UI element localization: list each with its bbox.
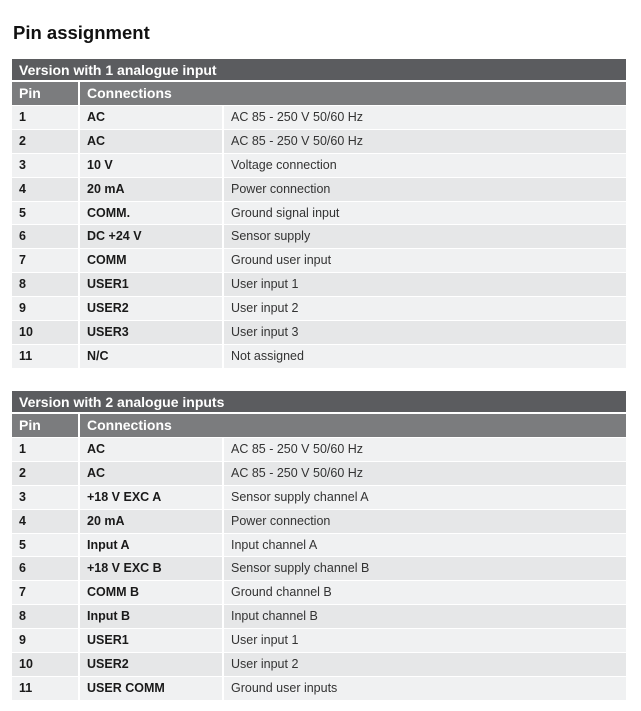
signal-cell: USER3	[80, 321, 222, 344]
description-cell: Not assigned	[224, 345, 626, 368]
description-cell: User input 3	[224, 321, 626, 344]
pin-cell: 9	[12, 297, 78, 320]
pin-cell: 4	[12, 178, 78, 201]
signal-cell: USER1	[80, 273, 222, 296]
pin-cell: 8	[12, 605, 78, 628]
description-cell: Input channel B	[224, 605, 626, 628]
signal-cell: N/C	[80, 345, 222, 368]
table-header-row	[12, 82, 626, 105]
signal-cell: +18 V EXC B	[80, 557, 222, 580]
description-cell: Power connection	[224, 510, 626, 533]
table-row	[12, 652, 626, 676]
pin-cell: 5	[12, 202, 78, 225]
table-row	[12, 628, 626, 652]
column-header-connections: Connections	[80, 82, 626, 105]
signal-cell: DC +24 V	[80, 225, 222, 248]
pin-cell: 4	[12, 510, 78, 533]
pin-cell: 11	[12, 345, 78, 368]
table-row	[12, 129, 626, 153]
pin-cell: 5	[12, 534, 78, 557]
description-cell: AC 85 - 250 V 50/60 Hz	[224, 106, 626, 129]
description-cell: AC 85 - 250 V 50/60 Hz	[224, 130, 626, 153]
signal-cell: USER2	[80, 653, 222, 676]
table-row	[12, 580, 626, 604]
description-cell: Ground channel B	[224, 581, 626, 604]
description-cell: User input 1	[224, 273, 626, 296]
signal-cell: +18 V EXC A	[80, 486, 222, 509]
table-row	[12, 153, 626, 177]
signal-cell: 20 mA	[80, 178, 222, 201]
table-caption: Version with 1 analogue input	[12, 59, 626, 82]
column-header-connections: Connections	[80, 414, 626, 437]
signal-cell: Input A	[80, 534, 222, 557]
pin-cell: 7	[12, 581, 78, 604]
description-cell: Sensor supply channel B	[224, 557, 626, 580]
description-cell: User input 2	[224, 653, 626, 676]
signal-cell: AC	[80, 438, 222, 461]
signal-cell: 20 mA	[80, 510, 222, 533]
table-row	[12, 177, 626, 201]
pin-cell: 7	[12, 249, 78, 272]
table-row	[12, 320, 626, 344]
signal-cell: USER1	[80, 629, 222, 652]
table-row	[12, 248, 626, 272]
pin-cell: 6	[12, 225, 78, 248]
description-cell: Ground user inputs	[224, 677, 626, 700]
pin-table-1-analogue-input	[12, 59, 626, 368]
signal-cell: AC	[80, 106, 222, 129]
signal-cell: 10 V	[80, 154, 222, 177]
table-row	[12, 556, 626, 580]
signal-cell: AC	[80, 130, 222, 153]
pin-table-2-analogue-inputs	[12, 391, 626, 700]
pin-cell: 2	[12, 462, 78, 485]
pin-cell: 3	[12, 486, 78, 509]
pin-cell: 6	[12, 557, 78, 580]
signal-cell: USER2	[80, 297, 222, 320]
pin-cell: 1	[12, 106, 78, 129]
pin-cell: 2	[12, 130, 78, 153]
column-header-pin: Pin	[12, 414, 78, 437]
description-cell: Sensor supply channel A	[224, 486, 626, 509]
pin-cell: 9	[12, 629, 78, 652]
pin-cell: 8	[12, 273, 78, 296]
description-cell: Sensor supply	[224, 225, 626, 248]
table-caption: Version with 2 analogue inputs	[12, 391, 626, 414]
table-row	[12, 344, 626, 368]
table-row	[12, 533, 626, 557]
table-header-row	[12, 414, 626, 437]
table-row	[12, 485, 626, 509]
page-title: Pin assignment	[13, 22, 150, 43]
signal-cell: AC	[80, 462, 222, 485]
table-row	[12, 461, 626, 485]
description-cell: Ground user input	[224, 249, 626, 272]
column-header-pin: Pin	[12, 82, 78, 105]
signal-cell: Input B	[80, 605, 222, 628]
description-cell: Ground signal input	[224, 202, 626, 225]
description-cell: Voltage connection	[224, 154, 626, 177]
pin-cell: 3	[12, 154, 78, 177]
table-row	[12, 105, 626, 129]
signal-cell: COMM B	[80, 581, 222, 604]
pin-cell: 1	[12, 438, 78, 461]
table-row	[12, 604, 626, 628]
pin-cell: 10	[12, 321, 78, 344]
description-cell: Power connection	[224, 178, 626, 201]
table-row	[12, 509, 626, 533]
table-row	[12, 296, 626, 320]
signal-cell: USER COMM	[80, 677, 222, 700]
table-body	[12, 437, 626, 700]
table-row	[12, 272, 626, 296]
description-cell: User input 1	[224, 629, 626, 652]
pin-cell: 11	[12, 677, 78, 700]
signal-cell: COMM.	[80, 202, 222, 225]
table-row	[12, 676, 626, 700]
description-cell: Input channel A	[224, 534, 626, 557]
description-cell: AC 85 - 250 V 50/60 Hz	[224, 438, 626, 461]
signal-cell: COMM	[80, 249, 222, 272]
table-row	[12, 437, 626, 461]
description-cell: User input 2	[224, 297, 626, 320]
description-cell: AC 85 - 250 V 50/60 Hz	[224, 462, 626, 485]
pin-cell: 10	[12, 653, 78, 676]
table-body	[12, 105, 626, 368]
table-row	[12, 224, 626, 248]
table-row	[12, 201, 626, 225]
